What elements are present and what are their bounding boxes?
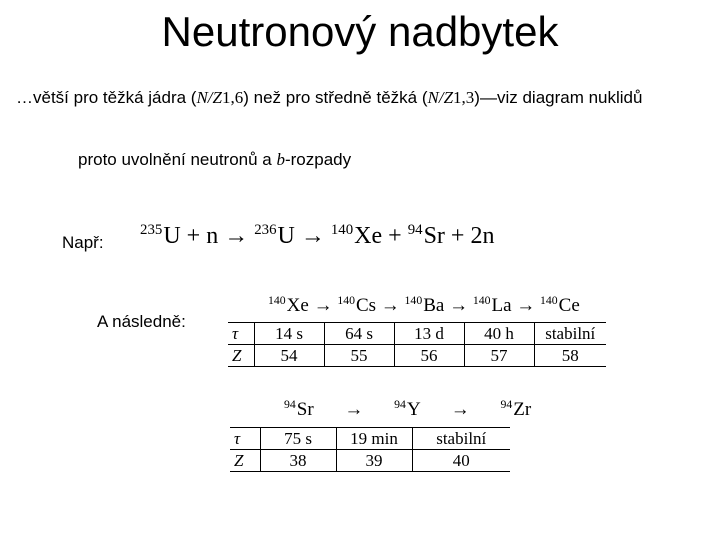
table-row: [228, 323, 606, 345]
tau-label: τ: [228, 323, 254, 345]
z-label: Z: [228, 345, 254, 367]
table-row: [228, 345, 606, 367]
halflife-cell: stabilní: [412, 428, 510, 450]
z-label: Z: [230, 450, 260, 472]
arrow-icon: →: [300, 222, 325, 249]
slide-title: Neutronový nadbytek: [161, 8, 559, 55]
table-row: [230, 450, 510, 472]
consequence-sentence: [78, 150, 351, 170]
chain140-nuclide: $^{140}$Ba: [404, 294, 445, 317]
z-cell: 58: [534, 345, 606, 367]
chain140-nuclide: $^{140}$Ce: [540, 294, 580, 317]
plus-sign: +: [388, 222, 402, 249]
z-cell: 57: [464, 345, 534, 367]
chain140-nuclide: $^{140}$Xe: [268, 294, 309, 317]
chain140-nuclide: $^{140}$La: [472, 294, 512, 317]
element-u: U: [163, 222, 181, 249]
ratio-text-b: ) než pro středně těžká (: [243, 88, 428, 107]
arrow-icon: →: [344, 399, 364, 421]
arrow-icon: →: [449, 295, 469, 317]
z-cell: 40: [412, 450, 510, 472]
chain94-header: [284, 398, 531, 421]
tau-label: τ: [230, 428, 260, 450]
chain140-nuclide: $^{140}$Cs: [337, 294, 377, 317]
chain140-header: [268, 294, 580, 317]
chain94-nuclide: $^{94}$Sr: [284, 398, 314, 421]
halflife-cell: 40 h: [464, 323, 534, 345]
ratio-value-heavy: 1,6: [222, 88, 244, 107]
plus-neutron: + n: [186, 222, 219, 249]
z-cell: 54: [254, 345, 324, 367]
halflife-cell: 19 min: [336, 428, 412, 450]
z-cell: 56: [394, 345, 464, 367]
arrow-icon: →: [224, 222, 249, 249]
z-cell: 39: [336, 450, 412, 472]
chain94-table: [230, 427, 510, 472]
consequence-text-a: proto uvolnění neutronů a: [78, 150, 277, 169]
chain140-table: [228, 322, 606, 367]
element-sr: Sr: [423, 222, 445, 249]
chain94-nuclide: $^{94}$Y: [394, 398, 420, 421]
ratio-value-medium: 1,3: [453, 88, 475, 107]
halflife-cell: 64 s: [324, 323, 394, 345]
arrow-icon: →: [313, 295, 333, 317]
subsequently-label: A následně:: [97, 312, 186, 331]
example-label: Např:: [62, 233, 104, 252]
mass-94: 94: [407, 222, 423, 238]
table-row: [230, 428, 510, 450]
element-u236: U: [277, 222, 295, 249]
mass-236: 236: [254, 222, 277, 238]
halflife-cell: stabilní: [534, 323, 606, 345]
arrow-icon: →: [380, 295, 400, 317]
ratio-text-a: …větší pro těžká jádra (: [16, 88, 197, 107]
ratio-sentence: [16, 88, 642, 108]
nz-ratio-medium: N/Z: [427, 88, 454, 107]
ratio-text-c: )—viz diagram nuklidů: [474, 88, 643, 107]
mass-235: 235: [140, 222, 163, 238]
plus-two-neutrons: + 2n: [450, 222, 495, 249]
chain94-nuclide: $^{94}$Zr: [500, 398, 532, 421]
nz-ratio-heavy: N/Z: [196, 88, 222, 107]
beta-symbol: b: [276, 150, 285, 169]
arrow-icon: →: [450, 399, 470, 421]
consequence-text-b: -rozpady: [284, 150, 352, 169]
z-cell: 38: [260, 450, 336, 472]
halflife-cell: 13 d: [394, 323, 464, 345]
arrow-icon: →: [516, 295, 536, 317]
z-cell: 55: [324, 345, 394, 367]
element-xe: Xe: [354, 222, 383, 249]
halflife-cell: 14 s: [254, 323, 324, 345]
mass-140: 140: [330, 222, 354, 238]
halflife-cell: 75 s: [260, 428, 336, 450]
fission-equation: [140, 222, 494, 250]
